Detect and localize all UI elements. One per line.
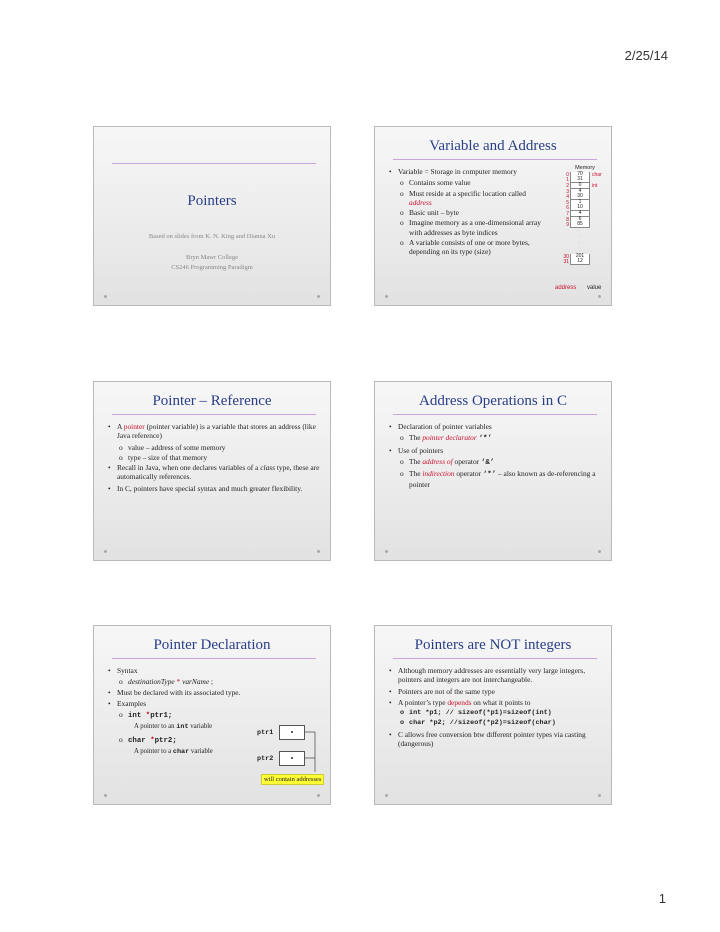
memory-value: 1 — [570, 200, 590, 206]
memory-value: 70 — [570, 172, 590, 178]
slide-pointers-title — [93, 126, 331, 306]
ptr1-box: • — [279, 725, 305, 740]
sub-bullet: o Must reside at a specific location called address — [389, 189, 549, 208]
sub-bullet: o Imagine memory as a one-dimensional array with addresses as byte indices — [389, 218, 549, 237]
memory-value: 4 — [570, 211, 590, 217]
slide-body — [389, 167, 549, 258]
sub-bullet: o destinationType * varName ; — [108, 677, 320, 686]
memory-address: 31 — [563, 259, 569, 266]
bullet: • Pointers are not of the same type — [389, 687, 601, 696]
slide-pointer-declaration — [93, 625, 331, 805]
sub-bullet: o The indirection operator ‘*’ – also known as de-referencing a pointer — [389, 469, 601, 490]
memory-title: Memory — [575, 165, 595, 171]
sub-bullet: o char *ptr2; — [108, 735, 320, 746]
slide-title: Pointers — [187, 193, 237, 209]
bullet: • A pointer’s type depends on what it points to — [389, 698, 601, 707]
highlight-note: will contain addresses — [261, 774, 324, 785]
sub-bullet: o value – address of some memory — [108, 443, 320, 452]
page-number: 1 — [658, 891, 666, 906]
bullet: • Examples — [108, 699, 320, 708]
ptr2-box: • — [279, 751, 305, 766]
memory-value: 4 — [570, 189, 590, 195]
sub-bullet: o The address of operator ‘&’ — [389, 457, 601, 468]
memory-value: 10 — [570, 205, 590, 211]
course-text: CS246 Programming Paradigm — [171, 264, 253, 271]
value-label: value — [587, 285, 602, 291]
memory-value: 85 — [570, 222, 590, 228]
slide-pointer-reference — [93, 381, 331, 561]
slide-title: Address Operations in C — [419, 393, 567, 409]
bullet: • Declaration of pointer variables — [389, 422, 601, 431]
memory-address: 5 — [566, 199, 569, 206]
sub-bullet: o type – size of that memory — [108, 453, 320, 462]
memory-value: 6 — [570, 217, 590, 223]
bullet: • Recall in Java, when one declares variables of a class type, these are automatically references. — [108, 463, 320, 482]
slide-body — [389, 422, 601, 491]
memory-address: 4 — [566, 194, 569, 201]
slide-address-operations — [374, 381, 612, 561]
ptr2-label: ptr2 — [257, 755, 274, 763]
memory-value: 30 — [570, 194, 590, 200]
sub-bullet: o The pointer declarator ‘*’ — [389, 433, 601, 444]
page-date: 2/25/14 — [624, 48, 668, 63]
title-rule — [112, 163, 316, 164]
code-line: o int *p1; // sizeof(*p1)=sizeof(int) — [389, 709, 601, 718]
college-text: Bryn Mawr College — [186, 254, 238, 261]
sub-bullet: o Contains some value — [389, 178, 549, 187]
credit-text: Based on slides from K. N. King and Dianna Xu — [148, 233, 276, 240]
bullet: • Syntax — [108, 666, 320, 675]
memory-address: 7 — [566, 210, 569, 217]
bullet: • C allows free conversion btw different pointer types via casting (dangerous) — [389, 730, 601, 749]
memory-table — [561, 165, 609, 265]
memory-address: 1 — [566, 177, 569, 184]
memory-type-note: int — [592, 182, 598, 189]
memory-value: 12 — [570, 259, 590, 265]
bullet: • Variable = Storage in computer memory — [389, 167, 549, 176]
bullet: • Use of pointers — [389, 446, 601, 455]
title-rule — [112, 414, 316, 415]
bullet: • In C, pointers have special syntax and much greater flexibility. — [108, 484, 320, 493]
slide-title: Pointer Declaration — [153, 637, 271, 653]
slide-title: Pointers are NOT integers — [414, 637, 572, 653]
memory-value: 0 — [570, 183, 590, 189]
memory-value: 201 — [570, 254, 590, 260]
memory-row — [561, 222, 609, 228]
note: A pointer to an int variable — [134, 723, 213, 732]
bullet: • Although memory addresses are essentially very large integers, pointers and integers are not interchangeable. — [389, 666, 601, 685]
sub-bullet: o int *ptr1; — [108, 710, 320, 721]
bullet: • Must be declared with its associated type. — [108, 688, 320, 697]
memory-address: 9 — [566, 222, 569, 229]
ptr1-label: ptr1 — [257, 729, 274, 737]
title-rule — [393, 658, 597, 659]
bullet: • A pointer (pointer variable) is a variable that stores an address (like Java reference) — [108, 422, 320, 441]
memory-address: 3 — [566, 188, 569, 195]
code-line: o char *p2; //sizeof(*p2)=sizeof(char) — [389, 719, 601, 728]
memory-address: 0 — [566, 171, 569, 178]
note: A pointer to a char variable — [134, 748, 213, 757]
title-rule — [393, 414, 597, 415]
memory-address: 8 — [566, 216, 569, 223]
slide-title: Variable and Address — [429, 138, 557, 154]
slide-body — [108, 422, 320, 495]
title-rule — [393, 159, 597, 160]
slide-body — [389, 666, 601, 750]
memory-value: 31 — [570, 177, 590, 183]
slide-title: Pointer – Reference — [152, 393, 272, 409]
memory-row — [561, 260, 609, 266]
address-label: address — [555, 285, 577, 291]
memory-type-note: char — [592, 171, 602, 178]
memory-address: 30 — [563, 253, 569, 260]
sub-bullet: o A variable consists of one or more bytes, depending on its type (size) — [389, 238, 549, 257]
memory-address: 6 — [566, 205, 569, 212]
sub-bullet: o Basic unit – byte — [389, 208, 549, 217]
memory-gap: · · · — [578, 227, 580, 246]
slide-pointers-not-integers — [374, 625, 612, 805]
memory-address: 2 — [566, 182, 569, 189]
slide-variable-address — [374, 126, 612, 306]
